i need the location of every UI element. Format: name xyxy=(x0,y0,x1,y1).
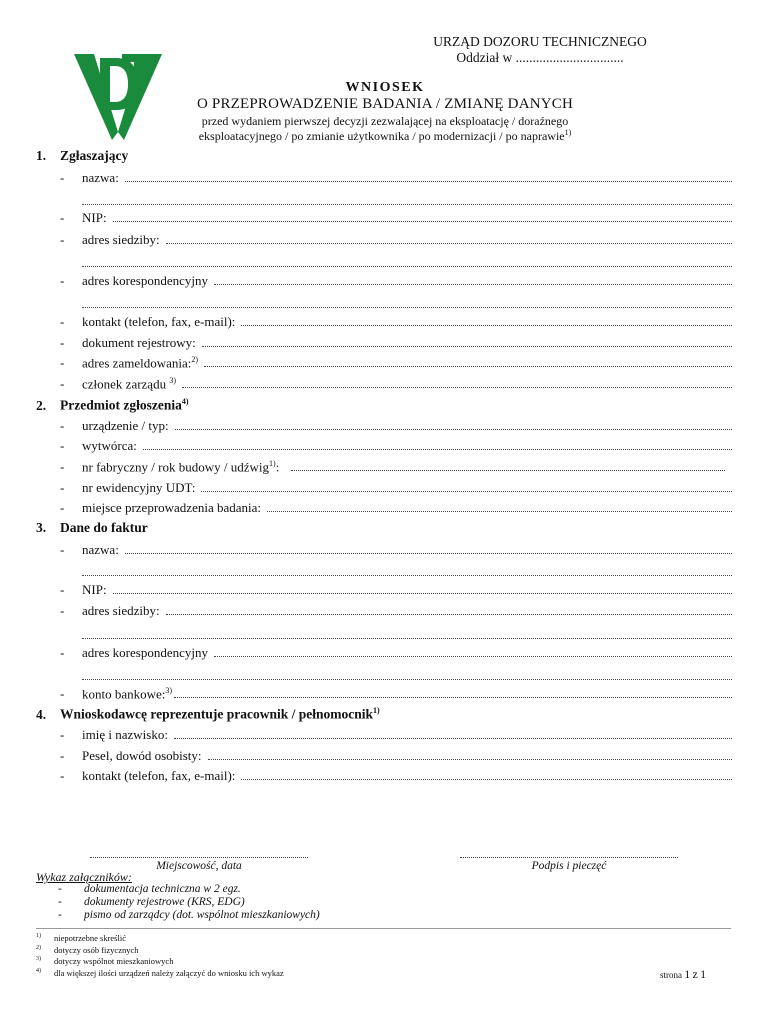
s1-name-field[interactable]: - nazwa: xyxy=(60,170,732,188)
s1-regdoc-field[interactable]: - dokument rejestrowy: xyxy=(60,335,732,353)
s2-udt-number-field[interactable]: - nr ewidencyjny UDT: xyxy=(60,480,732,498)
s1-name-field-continuation[interactable] xyxy=(82,203,732,205)
page-number: strona 1 z 1 xyxy=(660,967,707,981)
s3-correspondence-field[interactable]: - adres korespondencyjny xyxy=(60,645,732,663)
s1-contact-field[interactable]: - kontakt (telefon, fax, e-mail): xyxy=(60,314,732,332)
place-date-line[interactable] xyxy=(90,856,308,858)
attachments-title: Wykaz załączników: xyxy=(36,870,132,884)
s1-address-field-continuation[interactable] xyxy=(82,265,732,267)
footnote: 4) dla większej ilości urządzeń należy załączyć do wniosku ich wykaz xyxy=(36,968,284,978)
footnote-ref: 1) xyxy=(564,128,572,137)
attachment-item: - pismo od zarządcy (dot. wspólnot mieszkaniowych) xyxy=(58,909,320,921)
description-line-1: przed wydaniem pierwszej decyzji zezwalającej na eksploatację / doraźnego xyxy=(201,114,569,128)
s2-device-field[interactable]: - urządzenie / typ: xyxy=(60,418,732,436)
section-2-heading: 2. Przedmiot zgłoszenia$^{4)}$ xyxy=(36,397,189,413)
s3-nip-field[interactable]: - NIP: xyxy=(60,582,732,600)
section-1-heading: 1. Zgłaszający xyxy=(36,148,129,163)
s3-bank-account-field[interactable]: - konto bankowe:$^{3)}$ xyxy=(60,686,732,704)
footnote-separator xyxy=(36,928,731,929)
s1-residence-field[interactable]: - adres zameldowania:$^{2)}$ xyxy=(60,355,732,373)
s1-correspondence-field[interactable]: - adres korespondencyjny xyxy=(60,273,732,291)
s3-name-field-continuation[interactable] xyxy=(82,574,732,576)
description-line-2: eksploatacyjnego / po zmianie użytkownika / po modernizacji / po naprawie$^{1)}$ xyxy=(198,128,572,143)
s4-person-field[interactable]: - imię i nazwisko: xyxy=(60,727,732,745)
udt-logo-icon xyxy=(72,52,164,142)
s2-manufacturer-field[interactable]: - wytwórca: xyxy=(60,438,732,456)
footnote: 3) dotyczy wspólnot mieszkaniowych xyxy=(36,956,174,966)
signature-stamp-label: Podpis i pieczęć xyxy=(531,860,607,872)
section-4-heading: 4. Wnioskodawcę reprezentuje pracownik / pełnomocnik$^{1)}$ xyxy=(36,706,380,722)
footnote: 1) niepotrzebne skreślić xyxy=(36,933,126,943)
branch-line: Oddział w ................................ xyxy=(456,50,624,65)
signature-stamp-line[interactable] xyxy=(460,856,678,858)
place-date-label: Miejscowość, data xyxy=(156,860,242,872)
s2-inspection-place-field[interactable]: - miejsce przeprowadzenia badania: xyxy=(60,500,732,518)
section-3-heading: 3. Dane do faktur xyxy=(36,520,148,535)
s4-id-field[interactable]: - Pesel, dowód osobisty: xyxy=(60,748,732,766)
s2-serial-field[interactable]: - nr fabryczny / rok budowy / udźwig$^{1)}$: xyxy=(60,459,725,477)
s1-board-member-field[interactable]: - członek zarządu $^{3)}$ xyxy=(60,376,732,394)
s3-address-field[interactable]: - adres siedziby: xyxy=(60,603,732,621)
s4-contact-field[interactable]: - kontakt (telefon, fax, e-mail): xyxy=(60,768,732,786)
attachment-item: - dokumentacja techniczna w 2 egz. xyxy=(58,883,241,895)
s3-address-field-continuation[interactable] xyxy=(82,637,732,639)
s1-nip-field[interactable]: - NIP: xyxy=(60,210,732,228)
document-title: WNIOSEK xyxy=(345,80,425,95)
organization-name: URZĄD DOZORU TECHNICZNEGO xyxy=(433,34,647,49)
s1-address-field[interactable]: - adres siedziby: xyxy=(60,232,732,250)
s3-name-field[interactable]: - nazwa: xyxy=(60,542,732,560)
document-subtitle: O PRZEPROWADZENIE BADANIA / ZMIANĘ DANYCH xyxy=(196,96,574,112)
s1-correspondence-field-continuation[interactable] xyxy=(82,306,732,308)
attachment-item: - dokumenty rejestrowe (KRS, EDG) xyxy=(58,896,245,908)
footnote: 2) dotyczy osób fizycznych xyxy=(36,945,139,955)
s3-correspondence-field-continuation[interactable] xyxy=(82,678,732,680)
